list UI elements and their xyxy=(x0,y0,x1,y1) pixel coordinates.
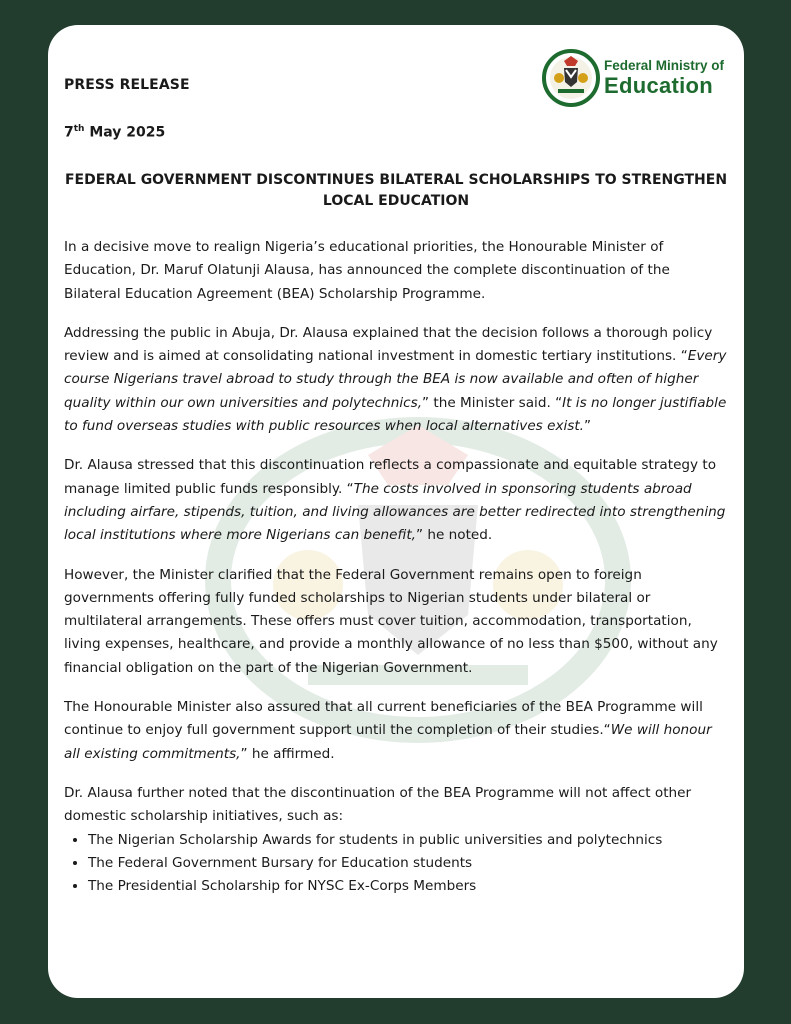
paragraph-5 xyxy=(64,696,730,766)
paragraph-2-quote-1: Every course Nigerians travel abroad to study through the BEA is now available and often of higher quality within our own universities and polytechnics, xyxy=(64,348,727,411)
paragraph-3-quote: The costs involved in sponsoring students abroad including airfare, stipends, tuition, and living allowances are better redirected into strengthening local institutions where more Nigerians can benefit, xyxy=(64,480,726,544)
paragraph-6: Dr. Alausa further noted that the discontinuation of the BEA Programme will not affect other domestic scholarship initiatives, such as: xyxy=(64,784,692,825)
date-day: 7 xyxy=(64,124,74,141)
paragraph-2-text-c: ” the Minister said. “ xyxy=(422,394,563,411)
logo-line-2: Education xyxy=(604,72,714,98)
ministry-logo xyxy=(542,49,724,107)
body-content xyxy=(64,236,730,898)
paragraph-3 xyxy=(64,454,730,547)
list-item: • The Presidential Scholarship for NYSC Ex-Corps Members xyxy=(88,875,730,898)
logo-line-1: Federal Ministry of xyxy=(604,58,725,74)
headline: FEDERAL GOVERNMENT DISCONTINUES BILATERAL SCHOLARSHIPS TO STRENGTHEN LOCAL EDUCATION xyxy=(64,172,728,209)
paragraph-5-text-c: ” he affirmed. xyxy=(240,745,335,762)
paragraph-2-text-a: Addressing the public in Abuja, Dr. Alausa explained that the decision follows a thorough policy review and is aimed at consolidating national investment in domestic tertiary institutions. “ xyxy=(64,324,713,365)
release-date xyxy=(64,124,165,141)
paragraph-4: However, the Minister clarified that the Federal Government remains open to foreign governments offering fully funded scholarships to Nigerian students under bilateral or multilateral arrangements. These offers must cover tuition, accommodation, transportation, living expenses, healthcare, and provide a monthly allowance of no less than $500, without any financial obligation on the part of the Nigerian Government. xyxy=(64,566,718,676)
coat-of-arms-icon xyxy=(542,49,600,107)
date-month-year: May 2025 xyxy=(84,124,166,141)
press-release-page xyxy=(48,25,744,998)
list-item: • The Nigerian Scholarship Awards for students in public universities and polytechnics xyxy=(88,829,730,852)
paragraph-3-text-a: Dr. Alausa stressed that this discontinuation reflects a compassionate and equitable strategy to manage limited public funds responsibly. “ xyxy=(64,457,717,497)
document-label: PRESS RELEASE xyxy=(64,77,190,93)
logo-text xyxy=(604,59,724,97)
paragraph-5-quote: We will honour all existing commitments, xyxy=(64,722,712,762)
paragraph-2-text-e: ” xyxy=(584,418,592,435)
paragraph-5-text-a: The Honourable Minister also assured that all current beneficiaries of the BEA Programme will continue to enjoy full government support until the completion of their studies.“ xyxy=(64,699,703,739)
list-item: • The Federal Government Bursary for Education students xyxy=(88,852,730,875)
paragraph-1: In a decisive move to realign Nigeria’s educational priorities, the Honourable Minister of Education, Dr. Maruf Olatunji Alausa, has announced the complete discontinuation of the Bilateral Education Agreement (BEA) Scholarship Programme. xyxy=(64,239,670,302)
paragraph-3-text-c: ” he noted. xyxy=(415,527,493,544)
paragraph-2 xyxy=(64,322,730,438)
paragraph-2-quote-2: It is no longer justifiable to fund overseas studies with public resources when local alternatives exist. xyxy=(64,394,727,435)
scholarship-list xyxy=(64,829,730,899)
date-suffix: th xyxy=(73,124,85,134)
